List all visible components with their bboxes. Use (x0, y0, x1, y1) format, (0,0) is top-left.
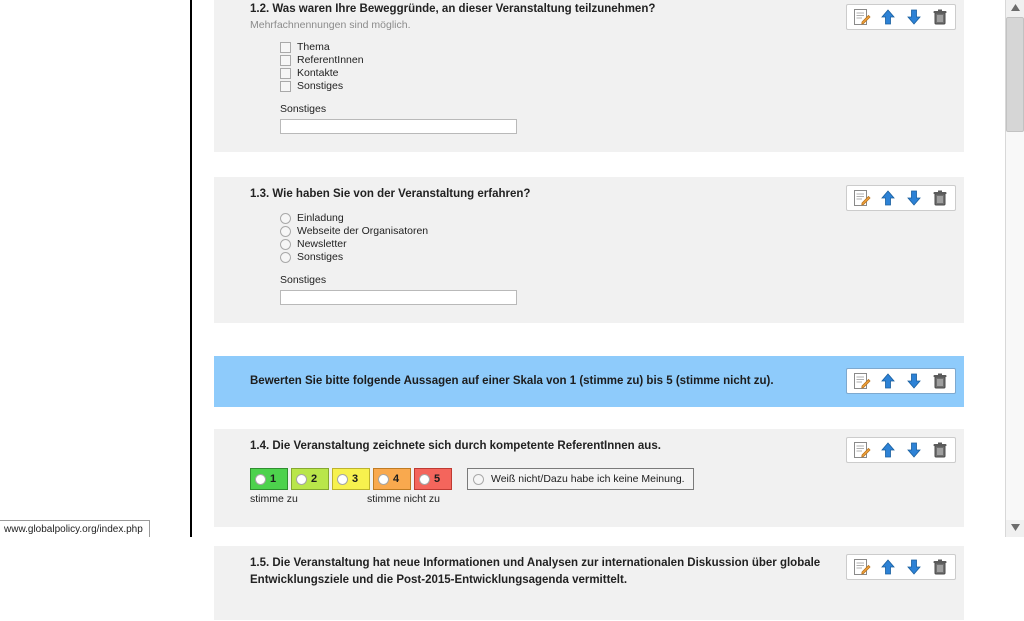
question-block-1-3 (214, 177, 964, 324)
legend-agree: stimme zu (250, 493, 298, 505)
rating-radio-3[interactable] (337, 474, 348, 485)
option-row-thema[interactable] (280, 41, 944, 54)
move-down-arrow-icon[interactable] (905, 558, 923, 576)
rating-legend (250, 493, 550, 507)
question-title-1-2: 1.2. Was waren Ihre Beweggründe, an dieser Veranstaltung teilzunehmen? (250, 3, 656, 15)
question-title-1-3: 1.3. Wie haben Sie von der Veranstaltung erfahren? (250, 188, 531, 200)
option-label-einladung: Einladung (297, 212, 344, 224)
move-down-arrow-icon[interactable] (905, 372, 923, 390)
radio-webseite[interactable] (280, 226, 291, 237)
option-row-sonstiges-1-3[interactable] (280, 251, 944, 264)
move-up-arrow-icon[interactable] (879, 441, 897, 459)
move-up-arrow-icon[interactable] (879, 372, 897, 390)
move-down-arrow-icon[interactable] (905, 8, 923, 26)
spacer-2 (194, 324, 1006, 356)
no-opinion-option[interactable] (467, 468, 694, 490)
page-scrollbar[interactable] (1005, 0, 1024, 537)
trash-can-icon[interactable] (931, 372, 949, 390)
option-row-sonstiges[interactable] (280, 80, 944, 93)
question-toolbar-1-3 (846, 185, 956, 211)
scrollbar-thumb[interactable] (1006, 17, 1024, 132)
instruction-banner (214, 356, 964, 407)
rating-radio-2[interactable] (296, 474, 307, 485)
question-title-1-5-line1: 1.5. Die Veranstaltung hat neue Informationen und Analysen zur internationalen Diskussion über globale (250, 557, 821, 569)
move-up-arrow-icon[interactable] (879, 189, 897, 207)
edit-pencil-icon[interactable] (853, 372, 871, 390)
radio-sonstiges[interactable] (280, 252, 291, 263)
other-input-1-2[interactable] (280, 119, 517, 134)
option-label-sonstiges: Sonstiges (297, 80, 344, 92)
question-block-1-5 (214, 546, 964, 621)
move-up-arrow-icon[interactable] (879, 8, 897, 26)
option-label-thema: Thema (297, 41, 330, 53)
question-toolbar-1-2 (846, 4, 956, 30)
rating-radio-4[interactable] (378, 474, 389, 485)
question-block-1-2 (214, 0, 964, 153)
instruction-banner-text: Bewerten Sie bitte folgende Aussagen auf einer Skala von 1 (stimme zu) bis 5 (stimme nicht zu). (250, 375, 774, 387)
option-label-newsletter: Newsletter (297, 238, 347, 250)
checkbox-thema[interactable] (280, 42, 291, 53)
move-down-arrow-icon[interactable] (905, 189, 923, 207)
other-label-1-2: Sonstiges (280, 103, 327, 115)
rating-option-4[interactable] (373, 468, 411, 490)
scrollbar-track[interactable] (1006, 17, 1024, 520)
options-list-1-3 (280, 212, 944, 264)
radio-newsletter[interactable] (280, 239, 291, 250)
radio-no-opinion[interactable] (473, 474, 484, 485)
option-row-newsletter[interactable] (280, 238, 944, 251)
checkbox-sonstiges[interactable] (280, 81, 291, 92)
rating-radio-1[interactable] (255, 474, 266, 485)
option-label-webseite: Webseite der Organisatoren (297, 225, 429, 237)
checkbox-kontakte[interactable] (280, 68, 291, 79)
question-toolbar-1-4 (846, 437, 956, 463)
spacer-3 (194, 407, 1006, 429)
rating-option-5[interactable] (414, 468, 452, 490)
spacer-1 (194, 153, 1006, 177)
other-input-1-3[interactable] (280, 290, 517, 305)
rating-scale-row (250, 468, 944, 490)
rating-value-3: 3 (352, 473, 359, 485)
option-row-einladung[interactable] (280, 212, 944, 225)
trash-can-icon[interactable] (931, 189, 949, 207)
question-title-1-5-line2: Entwicklungsziele und die Post-2015-Entwicklungsagenda vermittelt. (250, 574, 628, 586)
rating-value-5: 5 (434, 473, 441, 485)
rating-option-1[interactable] (250, 468, 288, 490)
banner-toolbar (846, 368, 956, 394)
trash-can-icon[interactable] (931, 441, 949, 459)
survey-inner (194, 0, 1006, 621)
scroll-down-arrow-icon[interactable] (1006, 520, 1024, 537)
options-list-1-2 (280, 41, 944, 93)
legend-disagree: stimme nicht zu (367, 493, 440, 505)
rating-option-3[interactable] (332, 468, 370, 490)
option-label-sonstiges-1-3: Sonstiges (297, 251, 344, 263)
option-label-referentinnen: ReferentInnen (297, 54, 364, 66)
rating-option-2[interactable] (291, 468, 329, 490)
other-label-1-3: Sonstiges (280, 274, 327, 286)
option-label-kontakte: Kontakte (297, 67, 339, 79)
option-row-referentinnen[interactable] (280, 54, 944, 67)
edit-pencil-icon[interactable] (853, 189, 871, 207)
browser-left-gutter (0, 0, 192, 537)
question-title-1-4: 1.4. Die Veranstaltung zeichnete sich durch kompetente ReferentInnen aus. (250, 440, 661, 452)
move-up-arrow-icon[interactable] (879, 558, 897, 576)
rating-value-4: 4 (393, 473, 400, 485)
edit-pencil-icon[interactable] (853, 8, 871, 26)
edit-pencil-icon[interactable] (853, 441, 871, 459)
checkbox-referentinnen[interactable] (280, 55, 291, 66)
rating-value-1: 1 (270, 473, 277, 485)
spacer-4 (194, 528, 1006, 546)
browser-status-bar (0, 520, 150, 537)
status-url-text: www.globalpolicy.org/index.php (4, 524, 143, 535)
option-row-webseite[interactable] (280, 225, 944, 238)
option-row-kontakte[interactable] (280, 67, 944, 80)
question-toolbar-1-5 (846, 554, 956, 580)
edit-pencil-icon[interactable] (853, 558, 871, 576)
trash-can-icon[interactable] (931, 558, 949, 576)
radio-einladung[interactable] (280, 213, 291, 224)
question-block-1-4 (214, 429, 964, 528)
rating-value-2: 2 (311, 473, 318, 485)
no-opinion-label: Weiß nicht/Dazu habe ich keine Meinung. (491, 473, 685, 485)
rating-radio-5[interactable] (419, 474, 430, 485)
survey-content-area (194, 0, 1006, 586)
question-hint-1-2: Mehrfachnennungen sind möglich. (250, 19, 411, 31)
trash-can-icon[interactable] (931, 8, 949, 26)
move-down-arrow-icon[interactable] (905, 441, 923, 459)
